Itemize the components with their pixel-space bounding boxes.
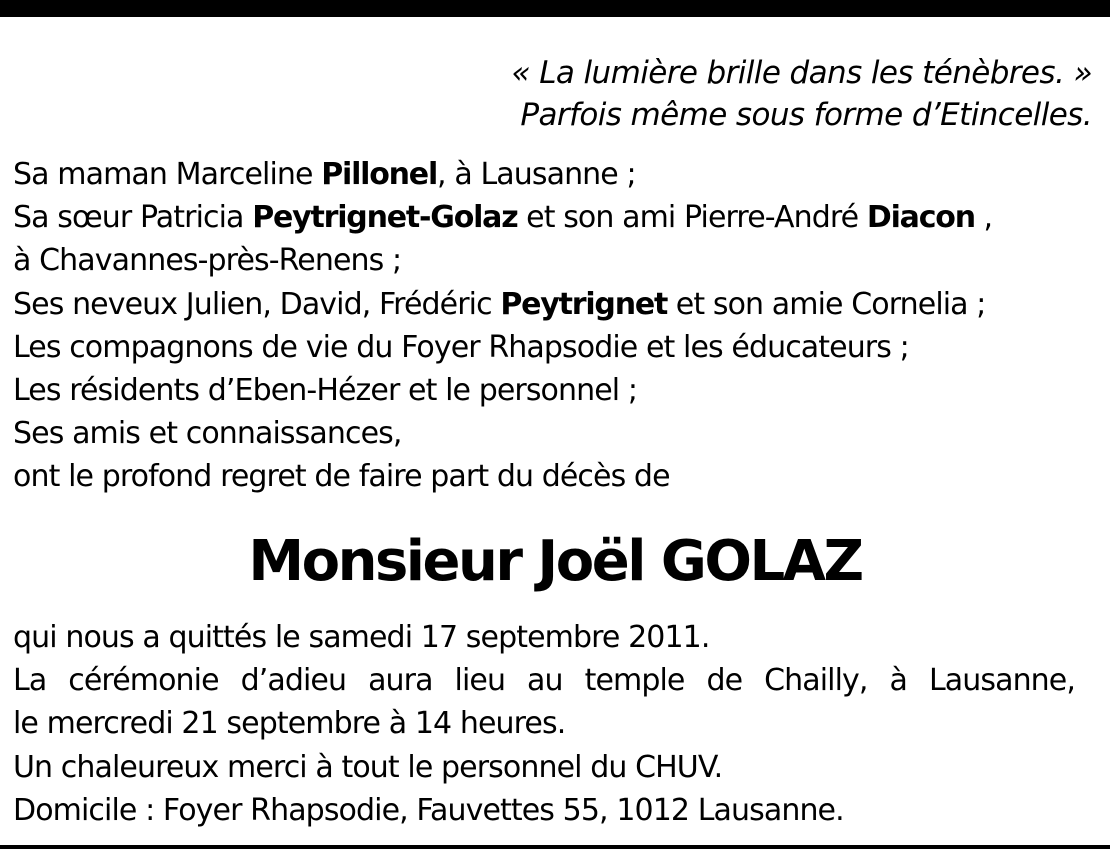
ceremony-word: de xyxy=(706,663,743,699)
details-line-date: qui nous a quittés le samedi 17 septembre 2011. xyxy=(13,620,710,655)
ceremony-details xyxy=(13,616,1075,832)
family-surname: Pillonel xyxy=(321,157,438,192)
top-border-rule xyxy=(0,0,1110,17)
ceremony-word: lieu xyxy=(454,663,506,699)
family-line-residents: Les résidents d’Eben-Hézer et le personnel ; xyxy=(13,373,638,409)
bottom-border-rule xyxy=(0,845,1110,849)
epigraph-quote xyxy=(511,52,1092,136)
ceremony-word: Lausanne, xyxy=(928,663,1075,699)
family-line-friends: Ses amis et connaissances, xyxy=(13,416,402,452)
details-line-time: le mercredi 21 septembre à 14 heures. xyxy=(13,706,566,742)
details-line-address: Domicile : Foyer Rhapsodie, Fauvettes 55, 1012 Lausanne. xyxy=(13,792,844,828)
details-line-thanks: Un chaleureux merci à tout le personnel du CHUV. xyxy=(13,749,723,785)
family-announcement xyxy=(13,153,992,499)
family-surname: Peytrignet-Golaz xyxy=(252,200,518,236)
family-line-mother: Sa maman Marceline Pillonel, à Lausanne ; xyxy=(13,157,636,192)
deceased-name: Monsieur Joël GOLAZ xyxy=(248,529,862,594)
family-line-regret: ont le profond regret de faire part du décès de xyxy=(13,459,670,495)
details-line-ceremony xyxy=(13,659,1075,702)
ceremony-word: Chailly, xyxy=(764,663,868,699)
ceremony-word: aura xyxy=(368,663,433,699)
ceremony-word: temple xyxy=(584,663,685,699)
ceremony-word: à xyxy=(889,663,907,699)
ceremony-word: d’adieu xyxy=(240,663,347,699)
family-line-location: à Chavannes-près-Renens ; xyxy=(13,243,402,279)
epigraph-line: « La lumière brille dans les ténèbres. » xyxy=(511,55,1092,91)
epigraph-line: Parfois même sous forme d’Etincelles. xyxy=(520,97,1092,133)
family-surname: Diacon xyxy=(866,200,975,236)
family-line-sister: Sa sœur Patricia Peytrignet-Golaz et son ami Pierre-André Diacon , xyxy=(13,200,993,236)
family-surname: Peytrignet xyxy=(500,286,668,322)
ceremony-word: La xyxy=(13,663,47,699)
family-line-companions: Les compagnons de vie du Foyer Rhapsodie et les éducateurs ; xyxy=(13,329,909,365)
ceremony-word: au xyxy=(527,663,563,699)
family-line-nephews: Ses neveux Julien, David, Frédéric Peytrignet et son amie Cornelia ; xyxy=(13,286,986,322)
ceremony-word: cérémonie xyxy=(68,663,219,699)
